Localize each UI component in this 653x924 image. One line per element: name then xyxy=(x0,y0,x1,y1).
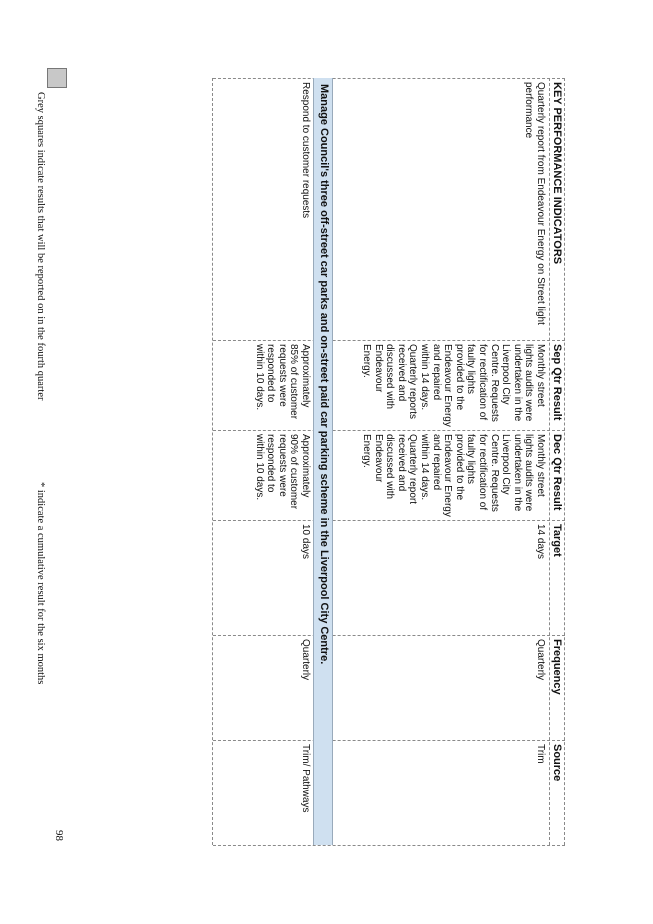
header-bottom-rule xyxy=(549,78,550,845)
col-rule xyxy=(213,340,565,341)
header-kpi: KEY PERFORMANCE INDICATORS xyxy=(551,82,563,265)
header-frequency: Frequency xyxy=(551,639,563,695)
cumulative-note: * indicate a cumulative result for the six months xyxy=(35,482,46,685)
row1-target: 14 days xyxy=(535,524,546,560)
section-title: Manage Council's three off-street car parks and on-street paid car parking scheme in the Liverpool City Centre. xyxy=(318,84,330,665)
row2-sep-result: Approximately 85% of customer requests were responded to within 10 days. xyxy=(253,344,311,420)
col-rule xyxy=(213,740,565,741)
col-rule xyxy=(213,78,565,79)
header-dec-qtr: Dec Qtr Result xyxy=(551,434,563,511)
header-sep-qtr: Sep Qtr Result xyxy=(551,344,563,421)
row1-frequency: Quarterly xyxy=(535,639,546,681)
grey-square-legend xyxy=(47,68,67,88)
header-target: Target xyxy=(551,524,563,557)
row2-source: Trim/ Pathways xyxy=(300,744,311,813)
page-number: 98 xyxy=(53,830,65,841)
col-rule xyxy=(213,520,565,521)
row2-kpi: Respond to customer requests xyxy=(300,82,311,219)
row1-source: Trim xyxy=(535,744,546,764)
header-source: Source xyxy=(551,744,563,782)
section-band xyxy=(313,78,333,845)
row2-dec-result: Approximately 90% of customer requests were responded to within 10 days. xyxy=(253,434,311,510)
row1-sep-result: Monthly street lights audits were undertaken in the Liverpool City Centre. Requests for rectification of faulty lights provided to the Endeavour Energy and repaired within 14 days. Quarterly reports received and discussed with Endeavour Energy. xyxy=(361,344,546,427)
row1-dec-result: Monthly street lights audits were undertaken in the Liverpool City Centre. Requests for rectification of faulty lights provided to the Endeavour Energy and repaired within 14 days. Quarterly report received and discussed with Endeavour Energy. xyxy=(361,434,546,517)
col-rule xyxy=(213,430,565,431)
row2-target: 10 days xyxy=(300,524,311,560)
col-rule xyxy=(213,845,565,846)
row2-frequency: Quarterly xyxy=(300,639,311,681)
row2-bottom-rule xyxy=(212,78,213,845)
col-rule xyxy=(213,635,565,636)
table-top-rule xyxy=(564,78,565,845)
row1-kpi: Quarterly report from Endeavour Energy on Street light performance xyxy=(523,82,546,325)
grey-square-note: Grey squares indicate results that will be reported on in the fourth quarter xyxy=(35,92,46,401)
